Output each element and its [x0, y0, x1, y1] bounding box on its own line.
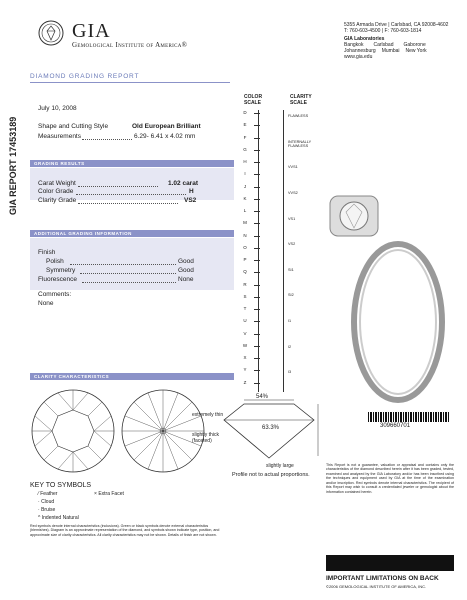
comments-label: Comments:: [38, 291, 72, 298]
lab-city: Gaborone: [403, 42, 426, 48]
girdle-top: extremely thin: [192, 412, 224, 418]
clarity-scale: [286, 110, 320, 392]
girdle-bottom: slightly thick (faceted): [192, 432, 219, 444]
color-scale-tick: [254, 162, 260, 163]
color-scale-letter: H: [243, 159, 247, 165]
header-divider: [30, 82, 230, 83]
proportion-note: Profile not to actual proportions.: [232, 472, 310, 478]
side-report-number: GIA REPORT 17453189: [8, 116, 18, 215]
color-scale-tick: [254, 248, 260, 249]
gia-logo-text: GIA: [72, 20, 111, 42]
color-scale-letter: R: [243, 281, 247, 287]
carat-label: Carat Weight: [38, 180, 76, 187]
lab-city: Carlsbad: [373, 42, 394, 48]
clarity-diagram-band: CLARITY CHARACTERISTICS: [30, 373, 234, 380]
clarity-scale-grade: I2: [288, 344, 292, 349]
barcode-icon: [368, 412, 450, 422]
finish-label: Finish: [38, 249, 56, 256]
color-scale-letter: D: [243, 110, 247, 115]
clarity-scale-grade: I3: [288, 370, 292, 375]
color-scale-tick: [254, 309, 260, 310]
shape-label: Shape and Cutting Style: [38, 123, 109, 130]
color-scale-letter: U: [243, 318, 247, 324]
clarity-scale-grade: FLAWLESS: [288, 114, 309, 118]
key-item: · Cloud: [38, 499, 55, 505]
color-scale-letter: G: [243, 146, 247, 152]
color-value: H: [189, 188, 194, 195]
dot-leader: [80, 273, 176, 274]
color-scale-letter: M: [243, 220, 247, 226]
depth-percentage: 63.3%: [262, 425, 280, 431]
culet-size: slightly large: [266, 463, 294, 469]
address-block: [344, 22, 464, 60]
key-item: × Extra Facet: [94, 491, 124, 497]
color-scale-letter: S: [243, 293, 247, 299]
clarity-scale-grade: VVS1: [288, 165, 298, 170]
color-scale-tick: [254, 236, 260, 237]
color-scale-letter: P: [243, 257, 247, 263]
color-scale-tick: [254, 174, 260, 175]
color-scale-tick: [254, 358, 260, 359]
clarity-scale-grade: VVS2: [288, 190, 298, 195]
clarity-scale-grade: SI1: [288, 267, 294, 272]
carat-value: 1.02 carat: [168, 180, 198, 187]
dot-leader: [76, 194, 186, 195]
color-scale-tick: [254, 272, 260, 273]
color-scale: [240, 110, 260, 392]
color-scale-letter: E: [243, 122, 247, 128]
clarity-scale-grade: SI2: [288, 293, 294, 298]
polish-label: Polish: [46, 258, 64, 265]
fluorescence-label: Fluorescence: [38, 276, 78, 283]
lab-city: Bangkok: [344, 42, 364, 48]
color-label: Color Grade: [38, 188, 74, 195]
color-scale-tick: [254, 285, 260, 286]
grading-results-band: GRADING RESULTS: [30, 160, 234, 167]
lab-address: 5355 Armada Drive | Carlsbad, CA 92008-4602: [344, 22, 449, 28]
color-scale-tick: [254, 125, 260, 126]
clarity-label: Clarity Grade: [38, 197, 77, 204]
color-scale-letter: X: [243, 355, 247, 361]
institute-name: Gemological Institute of America®: [72, 41, 188, 49]
color-scale-tick: [254, 211, 260, 212]
barcode-number: 309660701: [380, 423, 411, 429]
color-scale-tick: [254, 346, 260, 347]
additional-info-band: ADDITIONAL GRADING INFORMATION: [30, 230, 234, 237]
key-title: KEY TO SYMBOLS: [30, 482, 92, 489]
clarity-scale-grade: VS1: [288, 216, 296, 221]
symmetry-label: Symmetry: [46, 267, 76, 274]
color-scale-tick: [254, 150, 260, 151]
measurements-value: 6.29- 6.41 x 4.02 mm: [134, 133, 196, 140]
dot-leader: [78, 186, 158, 187]
color-scale-letter: Q: [243, 269, 247, 275]
color-scale-tick: [254, 321, 260, 322]
ring-photo: [318, 172, 458, 410]
color-scale-letter: K: [243, 195, 247, 201]
color-scale-tick: [254, 297, 260, 298]
table-percentage: 54%: [256, 394, 269, 400]
pavilion-diagram: [120, 388, 206, 474]
website: www.gia.edu: [344, 54, 373, 60]
color-scale-tick: [254, 199, 260, 200]
dot-leader: [78, 203, 178, 204]
color-scale-tick: [254, 223, 260, 224]
dot-leader: [70, 264, 176, 265]
labs-title: GIA Laboratories: [344, 36, 385, 42]
color-scale-letter: F: [243, 134, 247, 140]
polish-value: Good: [178, 258, 194, 265]
disclaimer-text: This Report is not a guarantee, valuation or appraisal and contains only the characteristics of the diamond described herein after it has been graded, tested, examined and analyzed by the GIA Laboratory and/or has been inscribed using the techniques and equipment used by GIA at the time of the examination and/or inscription. Red symbols denote internal characteristics. The recipient of this Report may wish to consult a credentialed jeweler or gemologist about the information contained herein.: [326, 463, 454, 494]
dot-leader: [82, 139, 132, 140]
color-scale-tick: [254, 138, 260, 139]
color-scale-tick: [254, 334, 260, 335]
comments-value: None: [38, 300, 54, 307]
bruise-label: Bruise: [41, 507, 56, 513]
cloud-label: Cloud: [41, 499, 55, 505]
report-title: DIAMOND GRADING REPORT: [30, 73, 140, 80]
clarity-scale-grade: INTERNALLY FLAWLESS: [288, 139, 312, 148]
shape-value: Old European Brilliant: [132, 123, 201, 130]
report-date: July 10, 2008: [38, 105, 77, 112]
clarity-scale-grade: I1: [288, 319, 292, 324]
color-scale-title: COLOR SCALE: [244, 94, 263, 106]
color-scale-letter: T: [243, 306, 247, 312]
security-strip: [326, 555, 454, 571]
measurements-label: Measurements: [38, 133, 81, 140]
lab-phone: T: 760-603-4500 | F: 760-603-1814: [344, 28, 422, 34]
crown-diagram: [30, 388, 116, 474]
feather-label: Feather: [40, 491, 58, 497]
gia-seal-icon: [38, 20, 64, 46]
extra-facet-label: Extra Facet: [98, 491, 124, 497]
color-scale-tick: [254, 187, 260, 188]
key-item: ⁄ Feather: [38, 491, 58, 497]
indented-natural-label: Indented Natural: [41, 515, 79, 521]
fluorescence-value: None: [178, 276, 194, 283]
key-item: ^ Indented Natural: [38, 515, 79, 521]
color-scale-letter: Z: [243, 379, 247, 385]
copyright: ©2006 GEMOLOGICAL INSTITUTE OF AMERICA, INC.: [326, 584, 427, 589]
color-scale-letter: V: [243, 330, 247, 336]
color-scale-tick: [254, 260, 260, 261]
color-scale-letter: Y: [243, 367, 247, 373]
color-scale-letter: L: [243, 208, 247, 214]
clarity-scale-title: CLARITY SCALE: [290, 94, 312, 106]
lab-city: Johannesburg: [344, 48, 376, 54]
color-scale-letter: I: [244, 171, 246, 177]
clarity-value: VS2: [184, 197, 197, 204]
important-limitations: IMPORTANT LIMITATIONS ON BACK: [326, 575, 439, 582]
symmetry-value: Good: [178, 267, 194, 274]
dot-leader: [82, 282, 176, 283]
color-scale-tick: [254, 370, 260, 371]
lab-city: Mumbai: [381, 48, 400, 54]
color-scale-tick: [254, 383, 260, 384]
clarity-scale-line: [283, 110, 284, 392]
color-scale-letter: J: [243, 183, 247, 189]
color-scale-tick: [254, 113, 260, 114]
lab-city: New York: [405, 48, 427, 54]
key-footnote: Red symbols denote internal characteristics (inclusions). Green or black symbols denote external characteristics (blemishes). Diagram is an approximate representation of the diamond, and symbols shown indicate type, position, and approximate size of clarity characteristics. All clarity characteristics may not be shown. Details of finish are not shown.: [30, 524, 220, 537]
color-scale-letter: W: [242, 342, 248, 348]
color-scale-letter: O: [243, 244, 247, 250]
key-item: · Bruise: [38, 507, 56, 513]
clarity-scale-grade: VS2: [288, 242, 296, 247]
color-scale-letter: N: [243, 232, 247, 238]
